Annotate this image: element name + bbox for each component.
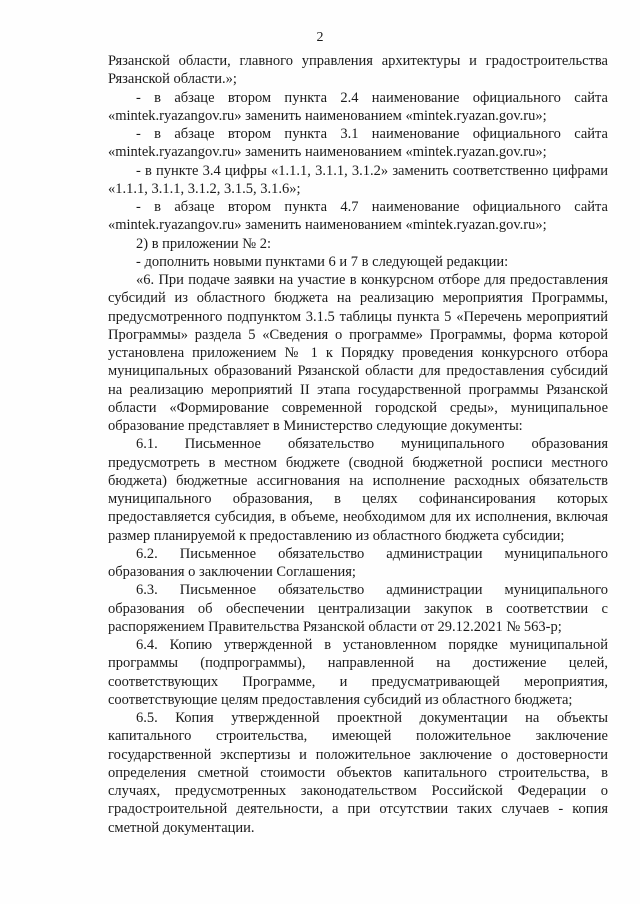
paragraph-item-6-2: 6.2. Письменное обязательство администрации муниципального образования о заключении Соглашения; (108, 545, 608, 580)
paragraph-appendix-2: 2) в приложении № 2: (136, 235, 271, 252)
paragraph-amendment-3-1: - в абзаце втором пункта 3.1 наименование официального сайта «mintek.ryazangov.ru» заменить наименованием «mintek.ryazan.gov.ru»; (108, 126, 608, 161)
page-number: 2 (316, 30, 324, 45)
paragraph-add-items: - дополнить новыми пунктами 6 и 7 в следующей редакции: (136, 253, 509, 270)
paragraph-item-6-4: 6.4. Копию утвержденной в установленном порядке муниципальной программы (подпрограммы), направленной на достижение целей, соответствующих Программе, и предусматривающей мероприятия, соответствующие целям предоставления субсидий из областного бюджета; (108, 637, 608, 708)
paragraph-item-6-5: 6.5. Копия утвержденной проектной документации на объекты капитального строительства, имеющей положительное заключение государственной экспертизы и положительное заключение о достоверности определения сметной стоимости объектов капитального строительства, в случаях, предусмотренных законодательством Российской Федерации о градостроительной деятельности, а при отсутствии таких случаев - копия сметной документации. (108, 710, 608, 836)
paragraph-item-6-1: 6.1. Письменное обязательство муниципального образования предусмотреть в местном бюджете (сводной бюджетной росписи местного бюджета) бюджетные ассигнования на исполнение расходных обязательств муниципального образования, в целях софинансирования которых предоставляется субсидия, в объеме, необходимом для их исполнения, включая размер планируемой к предоставлению из областного бюджета субсидии; (108, 436, 608, 544)
paragraph-item-6-3: 6.3. Письменное обязательство администрации муниципального образования об обеспечении централизации закупок в соответствии с распоряжением Правительства Рязанской области от 29.12.2021 № 563-р; (108, 582, 608, 635)
paragraph-amendment-3-4: - в пункте 3.4 цифры «1.1.1, 3.1.1, 3.1.2» заменить соответственно цифрами «1.1.1, 3.1.1, 3.1.2, 3.1.5, 3.1.6»; (108, 162, 608, 197)
paragraph-amendment-2-4: - в абзаце втором пункта 2.4 наименование официального сайта «mintek.ryazangov.ru» заменить наименованием «mintek.ryazan.gov.ru»; (108, 89, 608, 124)
paragraph-item-6: «6. При подаче заявки на участие в конкурсном отборе для предоставления субсидий из областного бюджета на реализацию мероприятия Программы, предусмотренного подпунктом 3.1.5 таблицы пункта 5 «Перечень мероприятий Программы» раздела 5 «Сведения о программе» Программы, форма которой установлена приложением № 1 к Порядку проведения конкурсного отбора муниципальных образований Рязанской области для предоставления субсидий на реализацию мероприятий II этапа государственной программы Рязанской области «Формирование современной городской среды», муниципальное образование представляет в Министерство следующие документы: (108, 272, 608, 434)
document-body (108, 52, 608, 837)
paragraph-continuation: Рязанской области, главного управления архитектуры и градостроительства Рязанской области.»; (108, 53, 608, 88)
paragraph-amendment-4-7: - в абзаце втором пункта 4.7 наименование официального сайта «mintek.ryazangov.ru» заменить наименованием «mintek.ryazan.gov.ru»; (108, 199, 608, 234)
